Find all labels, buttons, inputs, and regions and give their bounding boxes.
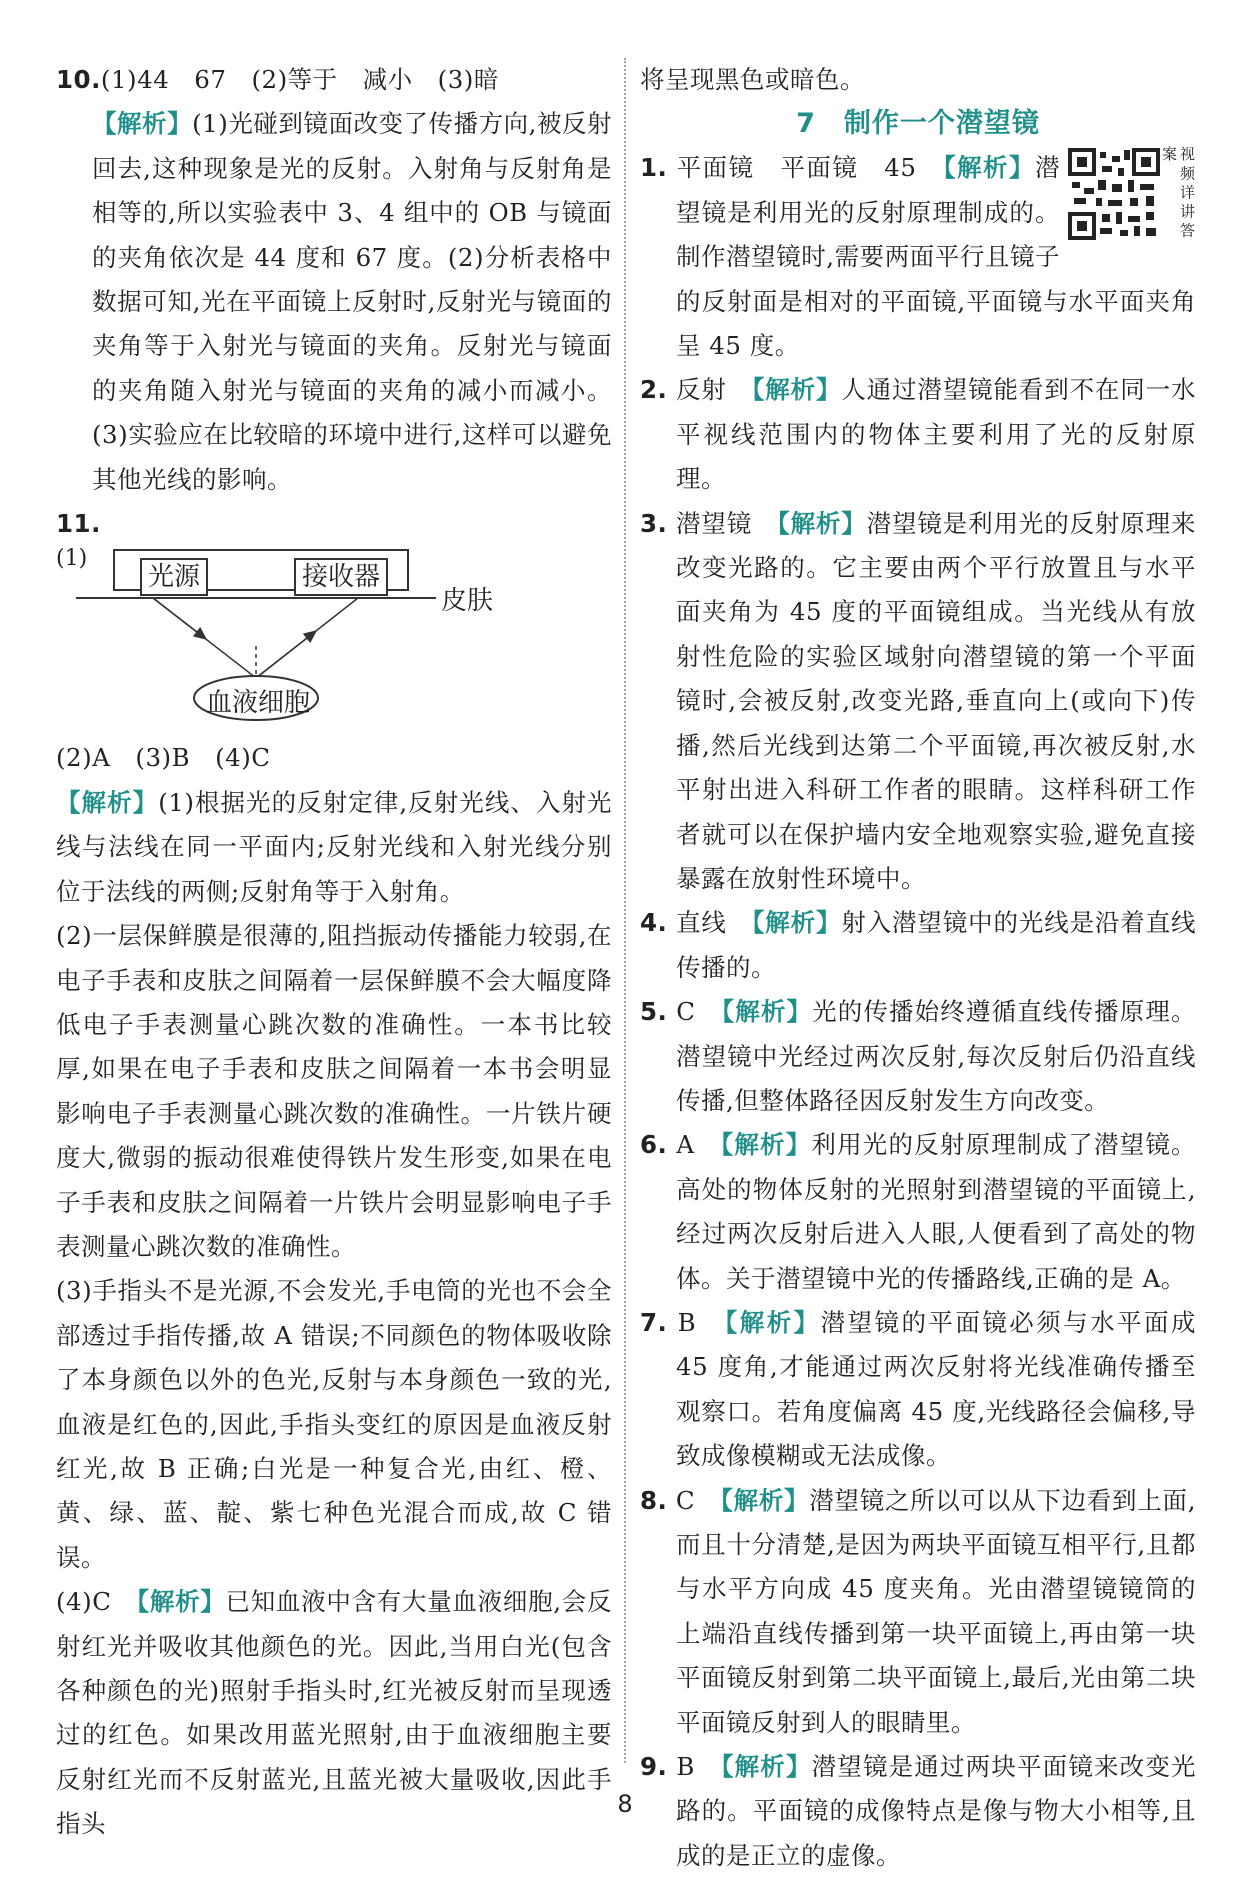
item-answer: C: [675, 1485, 721, 1515]
blood-cell-label: 血液细胞: [206, 688, 311, 719]
item-number: 1.: [640, 153, 668, 183]
item-answer: A: [676, 1130, 721, 1160]
item-analysis: 潜望镜的平面镜必须与水平面成 45 度角,才能通过两次反射将光线准确传播至观察口。若角度偏离 45 度,光线路径会偏移,导致成像模糊或无法成像。: [676, 1307, 1197, 1471]
incident-arrow: [153, 598, 206, 639]
q11-analysis-p2: (2)一层保鲜膜是很薄的,阻挡振动传播能力较弱,在电子手表和皮肤之间隔着一层保鲜膜不会大幅度降低电子手表测量心跳次数的准确性。一本书比较厚,如果在电子手表和皮肤之间隔着一本书会明显影响电子手表测量心跳次数的准确性。一片铁片硬度大,微弱的振动很难使得铁片发生形变,如果在电子手表和皮肤之间隔着一片铁片会明显影响电子手表测量心跳次数的准确性。: [56, 921, 612, 1261]
q11-p4-text: 已知血液中含有大量血液细胞,会反射红光并吸收其他颜色的光。因此,当用白光(包含各种颜色的光)照射手指头时,红光被反射而呈现透过的红色。如果改用蓝光照射,由于血液细胞主要反射红光而不反射蓝光,且蓝光被大量吸收,因此手指头: [56, 1587, 613, 1839]
item-answer: 反射: [676, 375, 753, 405]
q11-analysis-p1: [56, 781, 612, 914]
analysis-tag: 【解析】: [92, 109, 193, 139]
item-number: 9.: [640, 1752, 668, 1782]
item-number: 6.: [640, 1130, 668, 1160]
q11-analysis-p3: (3)手指头不是光源,不会发光,手电筒的光也不会全部透过手指传播,故 A 错误;不同颜色的物体吸收除了本身颜色以外的色光,反射与本身颜色一致的光,血液是红色的,因此,手指头变红的原因是血液反射红光,故 B 正确;白光是一种复合光,由红、橙、黄、绿、蓝、靛、紫七种色光混合而成,故 C 错误。: [56, 1276, 612, 1572]
list-item: [640, 502, 1196, 902]
qr-code[interactable]: [1068, 146, 1196, 238]
reflected-arrow: [256, 631, 316, 678]
item-answer: B: [677, 1307, 726, 1337]
q11-p1-text: (1)根据光的反射定律,反射光线、入射光线与法线在同一平面内;反射光线和入射光线分别位于法线的两侧;反射角等于入射角。: [56, 787, 613, 906]
diagram-part-label: (1): [56, 546, 88, 572]
page-number: 8: [617, 1790, 633, 1818]
analysis-tag: 【解析】: [720, 1130, 812, 1160]
q11-number-line: [56, 502, 612, 546]
list-item: [640, 990, 1196, 1123]
analysis-tag: 【解析】: [777, 508, 867, 538]
analysis-tag: 【解析】: [752, 375, 842, 405]
continuation-text: 将呈现黑色或暗色。: [640, 65, 865, 94]
item-number: 7.: [640, 1307, 668, 1337]
list-item: [640, 1123, 1196, 1301]
item-analysis: 潜望镜是利用光的反射原理制成的。制作潜望镜时,需要两面平行且镜子的反射面是相对的平面镜,平面镜与水平面夹角呈 45 度。: [676, 153, 1196, 361]
section-title: 7 制作一个潜望镜: [796, 108, 1040, 140]
q10-answer: (1)44 67 (2)等于 减小 (3)暗: [100, 65, 499, 94]
item-answer: C: [676, 997, 722, 1027]
item-analysis: 光的传播始终遵循直线传播原理。潜望镜中光经过两次反射,每次反射后仍沿直线传播,但整体路径因反射发生方向改变。: [676, 997, 1197, 1115]
analysis-tag: 【解析】: [720, 1485, 810, 1515]
item-number: 3.: [640, 508, 668, 538]
analysis-tag: 【解析】: [725, 1307, 821, 1337]
list-item: [640, 368, 1196, 501]
item-number: 8.: [640, 1485, 668, 1515]
item-answer: 直线: [676, 908, 753, 938]
list-item: [640, 146, 1196, 368]
item-analysis: 潜望镜是通过两块平面镜来改变光路的。平面镜的成像特点是像与物大小相等,且成的是正立的虚像。: [676, 1752, 1197, 1870]
item-number: 5.: [640, 997, 668, 1027]
analysis-tag: 【解析】: [136, 1587, 226, 1617]
answer-list: [640, 146, 1196, 1878]
q11-p4-prefix: (4)C: [56, 1587, 137, 1617]
reflection-diagram: [56, 546, 612, 736]
qr-icon: [1068, 148, 1160, 240]
right-column: [640, 58, 1196, 1878]
analysis-tag: 【解析】: [721, 997, 813, 1027]
analysis-tag: 【解析】: [56, 787, 159, 817]
item-answer: B: [676, 1752, 722, 1782]
skin-label: 皮肤: [441, 586, 494, 617]
list-item: [640, 1479, 1196, 1745]
item-analysis: 潜望镜是利用光的反射原理来改变光路的。它主要由两个平行放置且与水平面夹角为 45 度的平面镜组成。当光线从有放射性危险的实验区域射向潜望镜的第一个平面镜时,会被反射,改变光路,垂直向上(或向下)传播,然后光线到达第二个平面镜,再次被反射,水平射出进入科研工作者的眼睛。这样科研工作者就可以在保护墙内安全地观察实验,避免直接暴露在放射性环境中。: [676, 508, 1197, 893]
q10-analysis: [56, 102, 612, 502]
item-analysis: 射入潜望镜中的光线是沿着直线传播的。: [676, 908, 1197, 982]
q11-answers: (2)A (3)B (4)C: [56, 743, 271, 773]
item-number: 2.: [640, 375, 668, 405]
item-analysis: 人通过潜望镜能看到不在同一水平视线范围内的物体主要利用了光的反射原理。: [676, 375, 1197, 494]
q11-number: 11.: [56, 509, 101, 539]
q10-answer-line: [56, 58, 612, 102]
analysis-tag: 【解析】: [752, 908, 842, 938]
analysis-tag: 【解析】: [721, 1752, 812, 1782]
item-answer: 潜望镜: [676, 508, 778, 538]
list-item: [640, 1301, 1196, 1479]
light-source-box: 光源: [140, 558, 208, 596]
item-analysis: 潜望镜之所以可以从下边看到上面,而且十分清楚,是因为两块平面镜互相平行,且都与水平方向成 45 度夹角。光由潜望镜镜筒的上端沿直线传播到第一块平面镜上,再由第一块平面镜反射到第二块平面镜上,最后,光由第二块平面镜反射到人的眼睛里。: [676, 1485, 1197, 1737]
item-number: 4.: [640, 908, 668, 938]
item-analysis: 利用光的反射原理制成了潜望镜。高处的物体反射的光照射到潜望镜的平面镜上,经过两次反射后进入人眼,人便看到了高处的物体。关于潜望镜中光的传播路线,正确的是 A。: [676, 1130, 1197, 1293]
receiver-box: 接收器: [294, 558, 388, 596]
column-divider: [624, 58, 626, 1763]
qr-caption: 视频详讲答案: [1160, 146, 1196, 239]
q10-analysis-text: (1)光碰到镜面改变了传播方向,被反射回去,这种现象是光的反射。入射角与反射角是相等的,所以实验表中 3、4 组中的 OB 与镜面的夹角依次是 44 度和 67 度。(2)分析表格中数据可知,光在平面镜上反射时,反射光与镜面的夹角等于入射光与镜面的夹角。反射光与镜面的夹角随入射光与镜面的夹角的减小而减小。(3)实验应在比较暗的环境中进行,这样可以避免其他光线的影响。: [92, 109, 612, 494]
q10-number: 10.: [56, 65, 101, 94]
analysis-tag: 【解析】: [943, 153, 1035, 183]
left-column: [56, 58, 612, 1847]
list-item: [640, 901, 1196, 990]
item-answer: 平面镜 平面镜 45: [676, 153, 944, 183]
